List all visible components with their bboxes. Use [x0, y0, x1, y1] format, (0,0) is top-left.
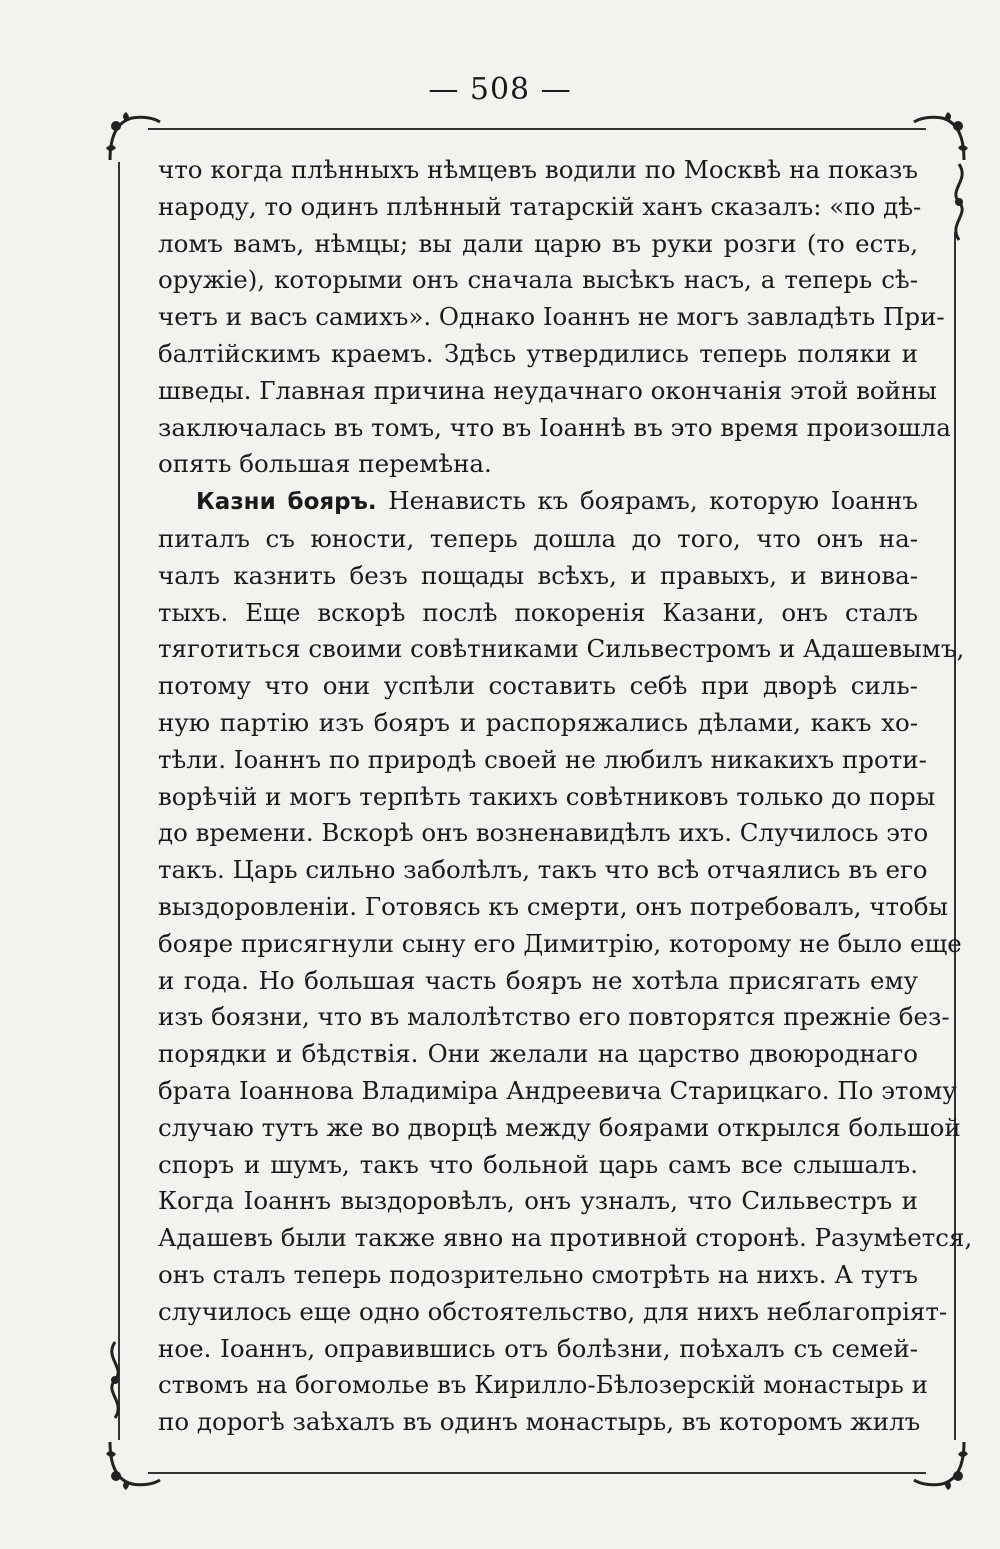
text-line: четъ и васъ самихъ». Однако Іоаннъ не могъ завладѣть При-: [158, 302, 945, 332]
text-line: тѣли. Іоаннъ по природѣ своей не любилъ никакихъ проти-: [158, 744, 927, 774]
text-line-rest: Ненависть къ боярамъ, которую Іоаннъ: [388, 486, 918, 516]
text-line: бояре присягнули сыну его Димитрію, которому не было еще: [158, 928, 962, 958]
text-line: брата Іоаннова Владиміра Андреевича Старицкаго. По этому: [158, 1075, 957, 1105]
text-line: такъ. Царь сильно заболѣлъ, такъ что всѣ отчаялись въ его: [158, 855, 928, 885]
text-line: Когда Іоаннъ выздоровѣлъ, онъ узналъ, что Сильвестръ и: [158, 1186, 918, 1216]
text-line: ворѣчій и могъ терпѣть такихъ совѣтниковъ только до поры: [158, 781, 936, 811]
section-first-line: [158, 483, 918, 521]
text-line: опять большая перемѣна.: [158, 449, 492, 479]
text-line: чалъ казнить безъ пощады всѣхъ, и правыхъ, и винова-: [158, 560, 918, 590]
text-line: тяготиться своими совѣтниками Сильвестромъ и Адашевымъ,: [158, 634, 965, 664]
text-line: народу, то одинъ плѣнный татарскій ханъ сказалъ: «по дѣ-: [158, 191, 922, 221]
text-line: питалъ съ юности, теперь дошла до того, что онъ на-: [158, 523, 918, 553]
page-number: — 508 —: [428, 72, 572, 107]
text-line: и года. Но большая часть бояръ не хотѣла присягать ему: [158, 965, 918, 995]
side-ornament-icon: [100, 1340, 130, 1420]
text-line: до времени. Вскорѣ онъ возненавидѣлъ ихъ. Случилось это: [158, 818, 929, 848]
border-bottom-rule: [148, 1472, 926, 1474]
corner-ornament-icon: [912, 1434, 972, 1494]
text-line: ную партію изъ бояръ и распоряжались дѣлами, какъ хо-: [158, 707, 918, 737]
text-line: случаю тутъ же во дворцѣ между боярами открылся большой: [158, 1112, 961, 1142]
side-ornament-icon: [944, 162, 974, 242]
text-line: случилось еще одно обстоятельство, для нихъ неблагопріят-: [158, 1296, 948, 1326]
text-line: ломъ вамъ, нѣмцы; вы дали царю въ руки розги (то есть,: [158, 228, 918, 258]
text-line: оружіе), которыми онъ сначала высѣкъ насъ, а теперь сѣ-: [158, 265, 918, 295]
text-line: заключалась въ томъ, что въ Іоаннѣ въ это время произошла: [158, 412, 951, 442]
corner-ornament-icon: [102, 1434, 162, 1494]
page-body: [158, 152, 973, 1441]
corner-ornament-icon: [912, 108, 972, 168]
border-top-rule: [148, 128, 926, 130]
text-line: онъ сталъ теперь подозрительно смотрѣть на нихъ. А тутъ: [158, 1259, 918, 1289]
text-line: потому что они успѣли составить себѣ при дворѣ силь-: [158, 671, 918, 701]
text-line: балтійскимъ краемъ. Здѣсь утвердились теперь поляки и: [158, 338, 918, 368]
text-line: по дорогѣ заѣхалъ въ одинъ монастырь, въ которомъ жилъ: [158, 1407, 921, 1437]
corner-ornament-icon: [102, 108, 162, 168]
text-line: порядки и бѣдствія. Они желали на царство двоюроднаго: [158, 1039, 918, 1069]
text-line: выздоровленіи. Готовясь къ смерти, онъ потребовалъ, чтобы: [158, 891, 948, 921]
section-heading: Казни бояръ.: [196, 489, 377, 516]
border-left-rule: [118, 162, 120, 1440]
text-line: ное. Іоаннъ, оправившись отъ болѣзни, поѣхалъ съ семей-: [158, 1333, 918, 1363]
text-line: ствомъ на богомолье въ Кирилло-Бѣлозерскій монастырь и: [158, 1370, 928, 1400]
text-line: споръ и шумъ, такъ что больной царь самъ все слышалъ.: [158, 1149, 918, 1179]
text-line: шведы. Главная причина неудачнаго окончанія этой войны: [158, 375, 937, 405]
text-line: тыхъ. Еще вскорѣ послѣ покоренія Казани, онъ сталъ: [158, 597, 918, 627]
border-right-rule: [954, 232, 956, 1440]
text-line: изъ боязни, что въ малолѣтство его повторятся прежніе без-: [158, 1002, 950, 1032]
text-line: что когда плѣнныхъ нѣмцевъ водили по Москвѣ на показъ: [158, 155, 918, 184]
text-line: Адашевъ были также явно на противной сторонѣ. Разумѣется,: [158, 1223, 973, 1253]
